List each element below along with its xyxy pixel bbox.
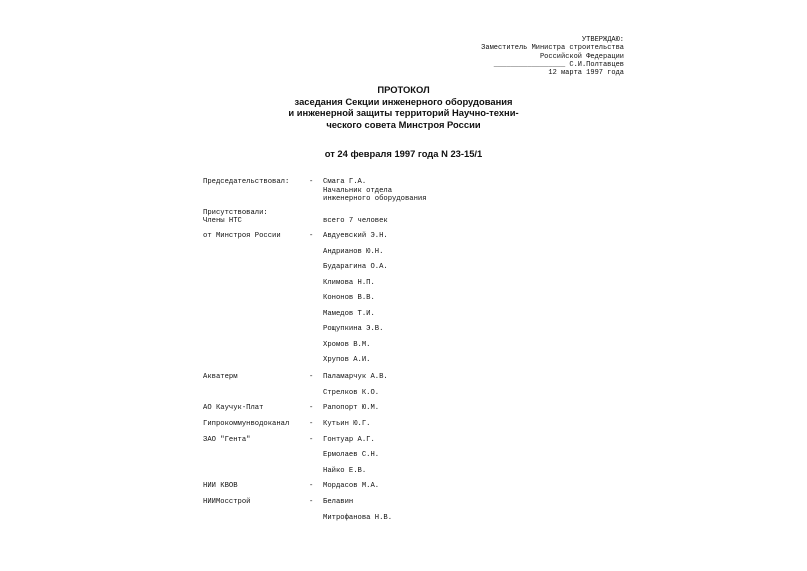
document-date-line: от 24 февраля 1997 года N 23-15/1 [324,148,483,159]
attendance-row [0,195,807,205]
document-subtitle-line: и инженерной защиты территорий Научно-техни- [288,107,519,119]
row-label: от Минстроя России [203,232,281,240]
row-value: Ермолаев С.Н. [323,451,380,459]
row-value: Кутьин Ю.Г. [323,420,371,428]
row-dash: - [309,232,314,240]
row-dash: - [309,436,314,444]
row-value: Кононов В.В. [323,294,375,302]
row-value: всего 7 человек [323,217,388,225]
approval-line: УТВЕРЖДАЮ: [581,36,624,44]
row-label: Члены НТС [203,217,242,225]
row-dash: - [309,178,314,186]
attendance-row [0,310,807,320]
row-value: Андрианов Ю.Н. [323,248,384,256]
row-value: Авдуевский Э.Н. [323,232,388,240]
row-value: Мамедов Т.И. [323,310,375,318]
attendance-row [0,498,807,508]
row-value: Найко Е.В. [323,467,367,475]
document-subtitle-line: ческого совета Минстроя России [326,118,481,130]
attendance-row [0,232,807,242]
row-value: Паламарчук А.В. [323,373,388,381]
row-value: Бударагина О.А. [323,263,388,271]
row-label: АО Каучук-Плат [203,404,264,412]
row-dash: - [309,482,314,490]
row-value: инженерного оборудования [323,195,427,203]
row-value: Рощупкина Э.В. [323,325,384,333]
attendance-row [0,263,807,273]
attendance-row [0,482,807,492]
row-label: Присутствовали: [203,209,268,217]
row-label: НИИ КВОВ [203,482,238,490]
row-value: Хрупов А.И. [323,356,371,364]
row-value: Климова Н.П. [323,279,375,287]
attendance-row [0,279,807,289]
row-label: ЗАО "Гента" [203,436,251,444]
approval-line: _________________ С.И.Полтавцев [493,60,624,69]
row-label: Гипрокоммунводоканал [203,420,290,428]
row-value: Хромов В.М. [323,341,371,349]
row-dash: - [309,498,314,506]
row-value: Начальник отдела [323,187,393,195]
row-label: НИИМосстрой [203,498,251,506]
attendance-row [0,389,807,399]
approval-line: Российской Федерации [539,52,624,61]
attendance-row [0,514,807,524]
attendance-row [0,217,807,227]
attendance-row [0,404,807,414]
row-label: Акватерм [203,373,238,381]
attendance-row [0,325,807,335]
approval-line: 12 марта 1997 года [548,69,624,78]
attendance-row [0,420,807,430]
row-dash: - [309,404,314,412]
attendance-row [0,341,807,351]
row-dash: - [309,373,314,381]
attendance-row [0,436,807,446]
row-value: Гонтуар А.Г. [323,436,375,444]
row-value: Рапопорт Ю.М. [323,404,380,412]
attendance-row [0,248,807,258]
row-label: Председательствовал: [203,178,290,186]
attendance-row [0,356,807,366]
document-subtitle-line: заседания Секции инженерного оборудования [294,95,513,107]
document-title: ПРОТОКОЛ [377,84,430,95]
attendance-row [0,373,807,383]
row-value: Стрелков К.О. [323,389,380,397]
row-value: Белавин [323,498,354,506]
attendance-row [0,294,807,304]
row-value: Мордасов М.А. [323,482,380,490]
attendance-row [0,451,807,461]
row-value: Митрофанова Н.В. [323,514,393,522]
attendance-row [0,467,807,477]
approval-line: Заместитель Министра строительства [481,44,624,53]
row-value: Смага Г.А. [323,178,367,186]
row-dash: - [309,420,314,428]
